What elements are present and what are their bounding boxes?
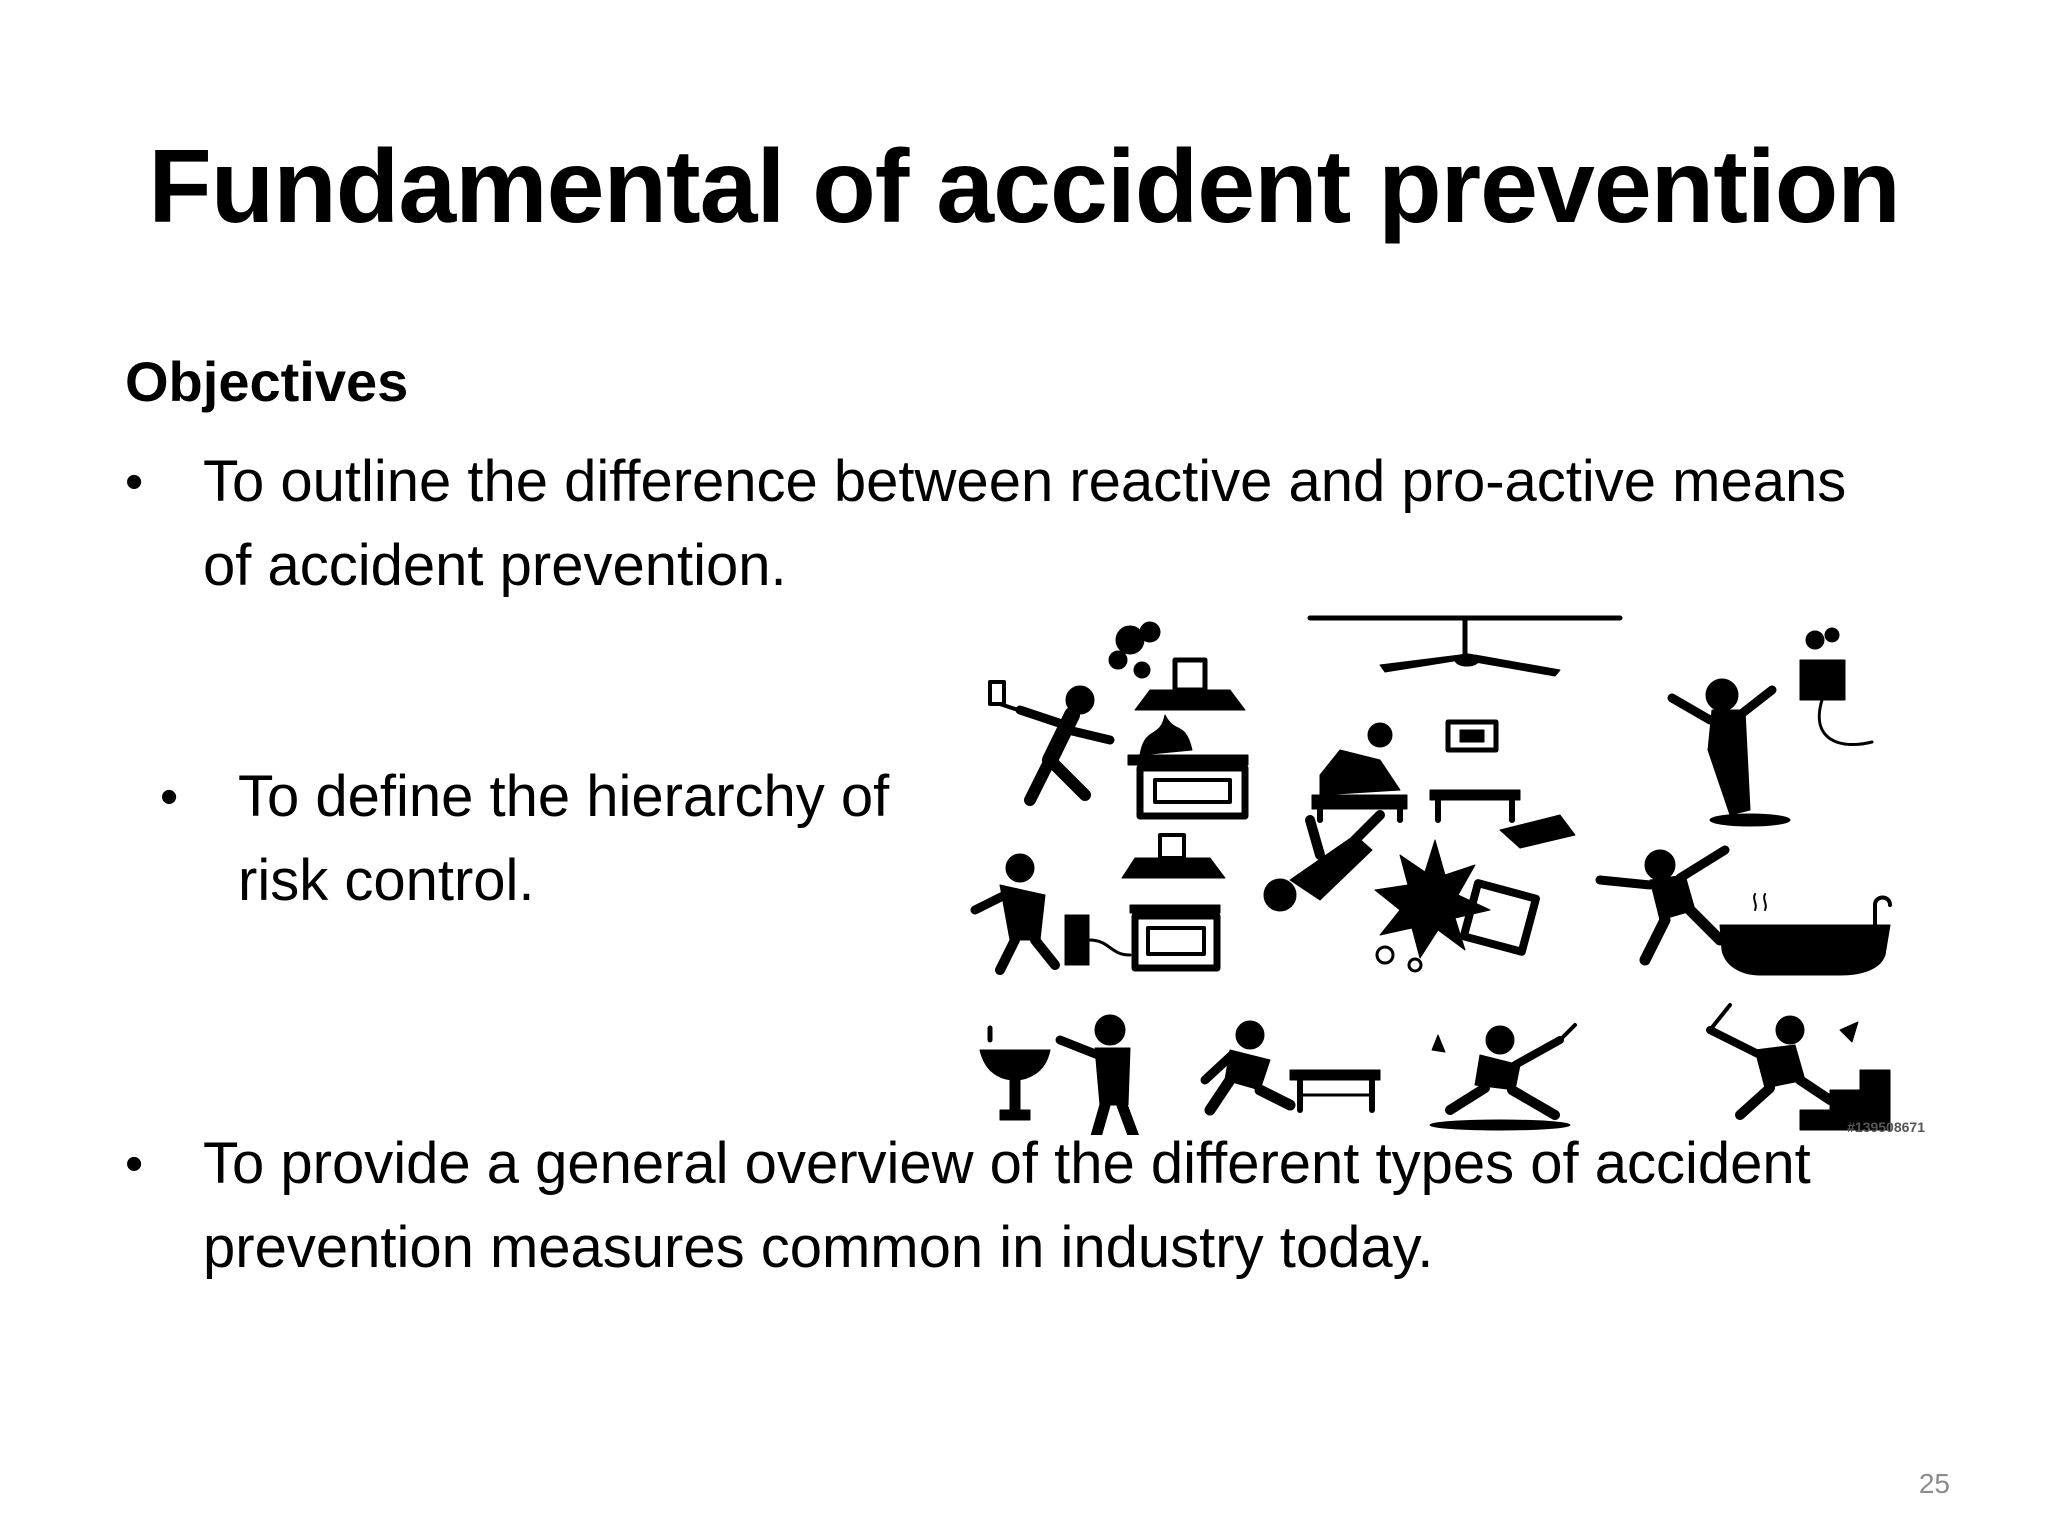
bullet-text: To outline the difference between reactive and pro-active means of accident prevention. <box>203 449 1847 598</box>
ceiling-fan-pictogram <box>1310 618 1620 820</box>
bullet-dot: • <box>125 453 144 511</box>
electric-shock-pictogram <box>1672 628 1872 826</box>
illustration-watermark: #139508671 <box>1847 1119 1925 1135</box>
slide-title: Fundamental of accident prevention <box>148 129 1900 245</box>
wet-floor-slip-pictogram <box>1430 1025 1575 1130</box>
bullet-text: To provide a general overview of the different types of accident prevention measures common in industry today. <box>203 1131 1811 1280</box>
stairs-fall-pictogram <box>1710 1005 1890 1130</box>
bathtub-slip-pictogram <box>1600 850 1890 975</box>
explosion-pictogram <box>1264 815 1575 971</box>
home-accidents-illustration <box>960 610 1930 1135</box>
bullet-item-1 <box>125 440 1905 608</box>
table-trip-pictogram <box>1205 1021 1380 1110</box>
bullet-dot: • <box>125 1135 144 1193</box>
gas-leak-pictogram <box>975 835 1225 970</box>
bullet-item-2 <box>160 755 920 923</box>
bullet-text: To define the hierarchy of risk control. <box>238 764 890 913</box>
kitchen-fire-pictogram <box>990 622 1248 816</box>
objectives-heading: Objectives <box>125 350 409 413</box>
sink-shock-pictogram <box>980 1015 1135 1135</box>
page-number: 25 <box>1918 1468 1950 1499</box>
bullet-dot: • <box>160 768 179 826</box>
bullet-item-3 <box>125 1122 1905 1290</box>
